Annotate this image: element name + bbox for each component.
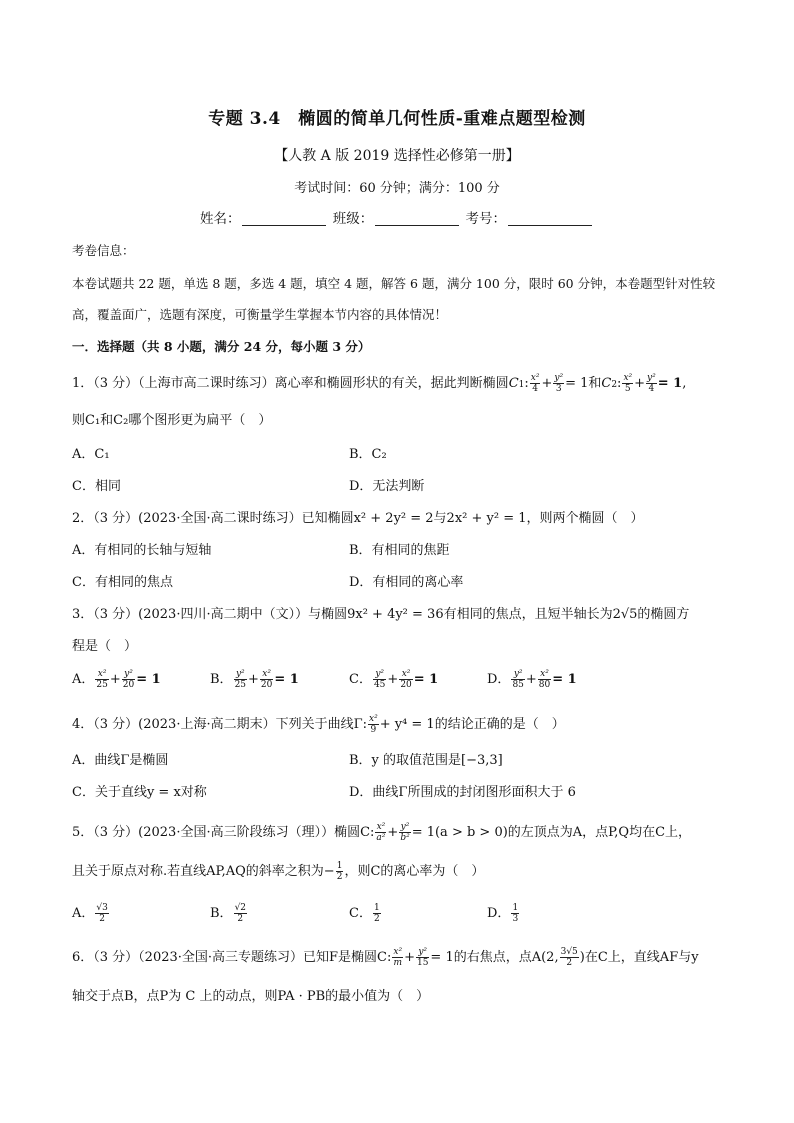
question-5-suffix: = 1(a > b > 0)的左顶点为A，点P,Q均在C上，	[411, 825, 692, 840]
question-5-line2a: 且关于原点对称.若直线AP,AQ的斜率之积为−	[72, 864, 335, 879]
q5-option-b[interactable]: B． $\frac{√2}{2}$	[210, 903, 247, 924]
q2-option-c[interactable]: C．有相同的焦点	[72, 575, 173, 590]
question-5: 5．（3 分）(2023·全国·高三阶段练习（理））椭圆C: $\frac{\text{x²}}{\text{a²}}$ + $\frac{\text{y²}}{\text{b²}}$ = 1(a > b > 0)的左顶点为A，点P,Q均在C上，	[72, 822, 692, 843]
question-3-line2: 程是（ ）	[72, 639, 138, 654]
q2-option-b[interactable]: B．有相同的焦距	[349, 543, 450, 558]
question-5-line2b: ，则C的离心率为（ ）	[344, 864, 485, 879]
name-label: 姓名：	[199, 211, 241, 227]
question-1-text: 1．（3 分）（上海市高二课时练习）离心率和椭圆形状的有关，据此判断椭圆	[72, 376, 509, 391]
info-line-2: 高，覆盖面广，选题有深度，可衡量学生掌握本节内容的具体情况！	[72, 307, 448, 322]
q3-option-b[interactable]: B． $\frac{\text{y²}}{25}$ + $\frac{\text{x²}}{20}$ = 1	[210, 669, 299, 690]
math-c1: C	[508, 376, 519, 391]
q1-option-c[interactable]: C．相同	[72, 479, 121, 494]
q4-option-c[interactable]: C．关于直线y = x对称	[72, 785, 207, 800]
question-3: 3．（3 分）(2023·四川·高二期中（文））与椭圆9x² + 4y² = 36有相同的焦点，且短半轴长为2√5的椭圆方	[72, 607, 690, 622]
q3-option-a[interactable]: A． $\frac{\text{x²}}{25}$ + $\frac{\text{y²}}{20}$ = 1	[72, 669, 161, 690]
q4-option-d[interactable]: D．曲线Γ所围成的封闭图形面积大于 6	[349, 785, 576, 800]
q2-option-d[interactable]: D．有相同的离心率	[349, 575, 464, 590]
student-info-row	[0, 207, 794, 227]
number-label: 考号：	[465, 211, 507, 227]
question-5-prefix: 5．（3 分）(2023·全国·高三阶段练习（理））椭圆C:	[72, 825, 375, 840]
q1-option-b[interactable]: B．C₂	[349, 447, 387, 462]
q5-option-d[interactable]: D． $\frac{1}{3}$	[487, 903, 519, 924]
info-title: 考卷信息：	[72, 243, 135, 258]
q3-option-d[interactable]: D． $\frac{\text{y²}}{85}$ + $\frac{\text{x²}}{80}$ = 1	[487, 669, 577, 690]
question-4-prefix: 4．（3 分）(2023·上海·高二期末）下列关于曲线Γ:	[72, 717, 367, 732]
q4-option-b[interactable]: B．y 的取值范围是[−3,3]	[349, 753, 503, 768]
question-6-prefix: 6．（3 分）（2023·全国·高三专题练习）已知F是椭圆C:	[72, 950, 392, 965]
exam-time-info: 考试时间：60 分钟；满分：100 分	[294, 181, 500, 196]
page-title: 专题 3.4 椭圆的简单几何性质-重难点题型检测	[208, 109, 586, 129]
question-4: 4．（3 分）(2023·上海·高二期末）下列关于曲线Γ: $\frac{\text{x²}}{9}$ + y⁴ = 1的结论正确的是（ ）	[72, 714, 565, 735]
q3-option-c[interactable]: C． $\frac{\text{y²}}{45}$ + $\frac{\text{x²}}{20}$ = 1	[349, 669, 439, 690]
question-4-suffix: + y⁴ = 1的结论正确的是（ ）	[379, 717, 565, 732]
question-6-suffix: )在C上，直线AF与y	[579, 950, 699, 965]
fraction: $\frac{\text{x²}}{4}$	[530, 373, 540, 394]
q5-option-a[interactable]: A． $\frac{√3}{2}$	[72, 903, 108, 924]
question-6-mid: = 1的右焦点，点A(2,	[430, 950, 559, 965]
class-label: 班级：	[332, 211, 374, 227]
question-6: 6．（3 分）（2023·全国·高三专题练习）已知F是椭圆C: $\frac{\text{x²}}{m}$ + $\frac{\text{y²}}{15}$ = 1的右焦点，点A(2, $\frac{3√5}{2}$ )在C上，直线AF与y	[72, 947, 699, 968]
question-1: 1．（3 分）（上海市高二课时练习）离心率和椭圆形状的有关，据此判断椭圆C1: $\frac{\text{x²}}{4}$ + $\frac{\text{y²}}{3}$ = 1和C2: $\frac{\text{x²}}{5}$ + $\frac{\text{y²}}{4}$ = 1,	[72, 373, 687, 394]
number-blank[interactable]	[508, 211, 592, 226]
section-heading: 一．选择题（共 8 小题，满分 24 分，每小题 3 分）	[72, 339, 371, 354]
question-6-line2: 轴交于点B，点P为 C 上的动点，则PA · PB的最小值为（ ）	[72, 989, 430, 1004]
fraction: $\frac{\text{y²}}{4}$	[647, 373, 656, 394]
q5-option-c[interactable]: C． $\frac{1}{2}$	[349, 903, 380, 924]
name-blank[interactable]	[242, 211, 326, 226]
q4-option-a[interactable]: A．曲线Γ是椭圆	[72, 753, 169, 768]
question-5-line2: 且关于原点对称.若直线AP,AQ的斜率之积为− $\frac{1}{2}$ ，则C的离心率为（ ）	[72, 861, 485, 882]
question-2: 2．（3 分）(2023·全国·高二课时练习）已知椭圆x² + 2y² = 2与2x² + y² = 1，则两个椭圆（ ）	[72, 511, 644, 526]
class-blank[interactable]	[375, 211, 459, 226]
fraction: $\frac{\text{x²}}{5}$	[623, 373, 633, 394]
q1-option-d[interactable]: D．无法判断	[349, 479, 425, 494]
q1-option-a[interactable]: A．C₁	[72, 447, 110, 462]
question-1-line2: 则C₁和C₂哪个图形更为扁平（ ）	[72, 413, 272, 428]
fraction: $\frac{\text{y²}}{3}$	[554, 373, 564, 394]
q2-option-a[interactable]: A．有相同的长轴与短轴	[72, 543, 212, 558]
info-line-1: 本卷试题共 22 题，单选 8 题，多选 4 题，填空 4 题，解答 6 题，满分 100 分，限时 60 分钟，本卷题型针对性较	[72, 276, 716, 291]
page-subtitle: 【人教 A 版 2019 选择性必修第一册】	[274, 148, 520, 164]
